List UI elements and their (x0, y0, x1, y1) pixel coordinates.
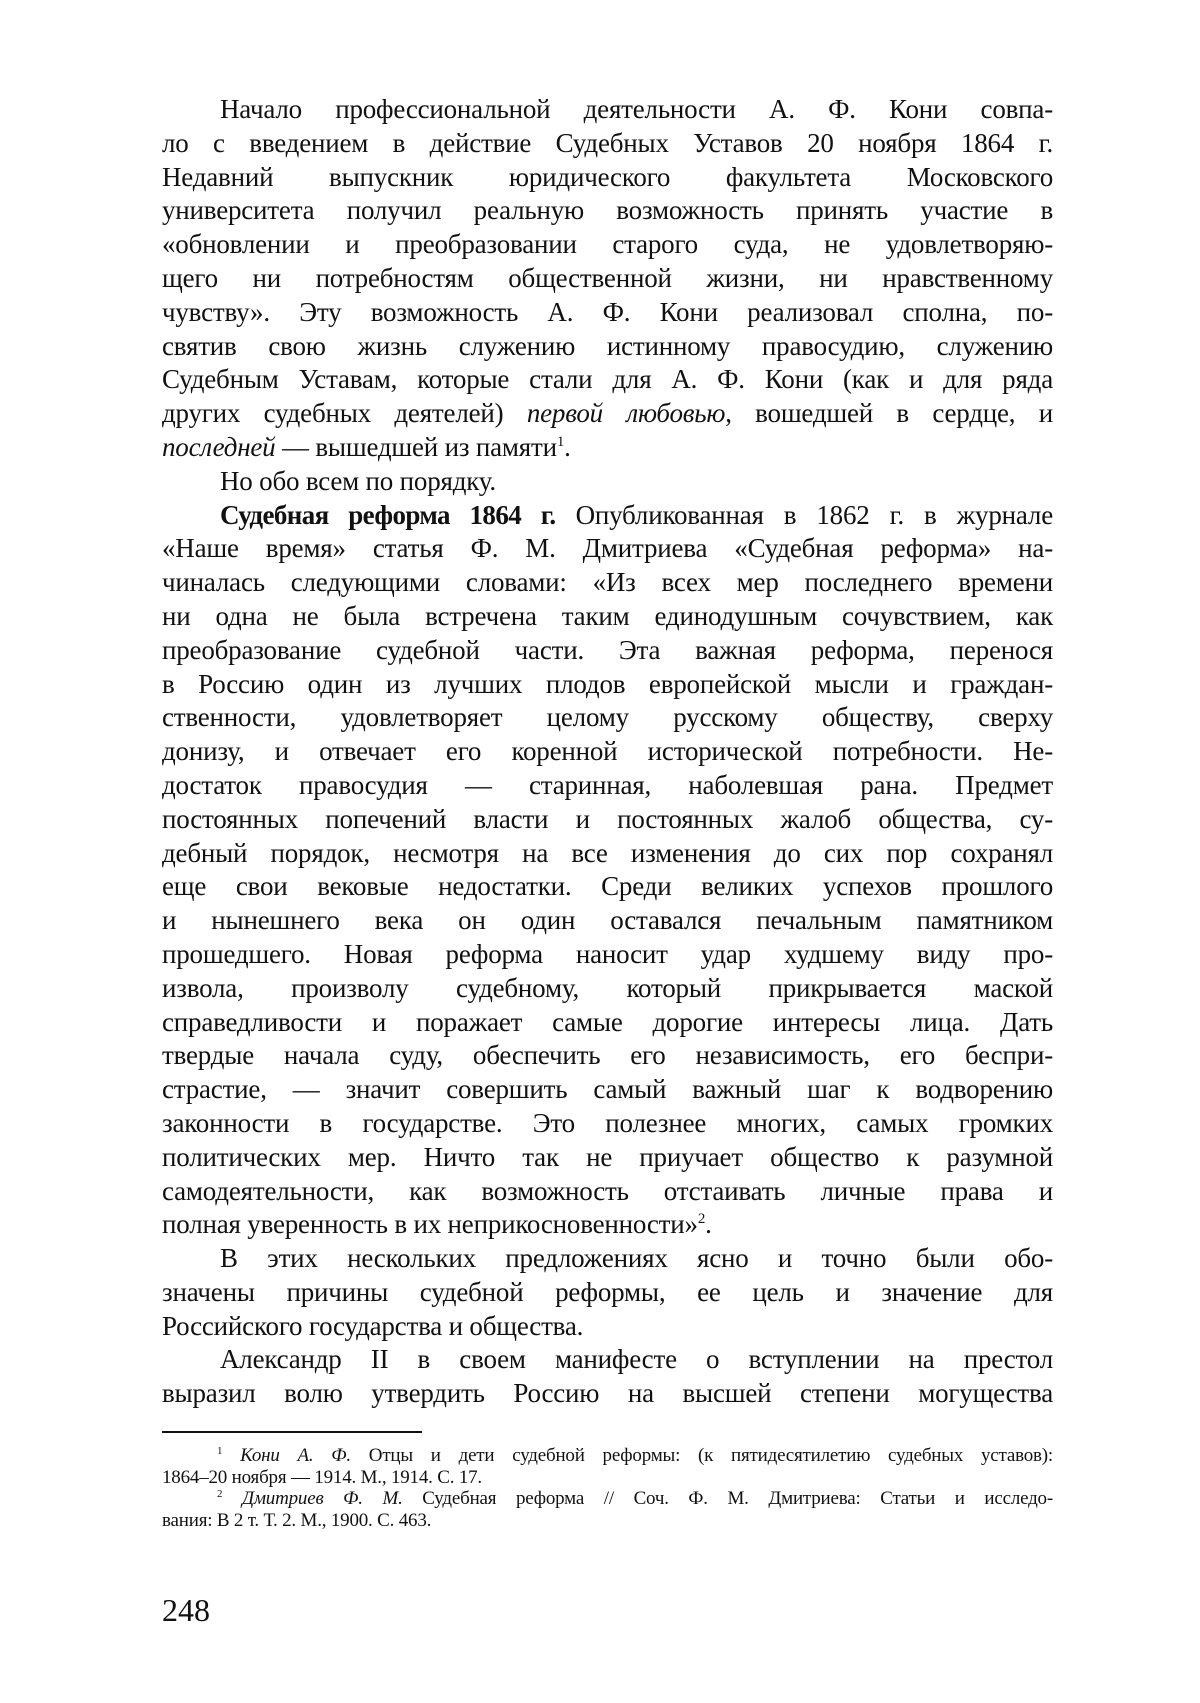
footnote-line (162, 1510, 1053, 1532)
text-line (162, 769, 1053, 803)
text-line (162, 532, 1053, 566)
text-line (162, 127, 1053, 161)
text-run: достаток правосудия — старинная, наболевшая рана. Предмет (162, 769, 1053, 800)
text-run: самодеятельности, как возможность отстаивать личные права и (162, 1175, 1053, 1206)
text-run: твердые начала суду, обеспечить его независимость, его беспри- (162, 1040, 1053, 1071)
text-run: Но обо всем по порядку. (220, 465, 496, 496)
text-run: страстие, — значит совершить самый важный шаг к водворению (162, 1074, 1053, 1105)
footnote-line (162, 1445, 1053, 1467)
footnote-ref: 1 (556, 433, 565, 450)
text-line (162, 397, 1053, 431)
text-run: Российского государства и общества. (162, 1310, 584, 1341)
text-line (162, 938, 1053, 972)
text-line (162, 1107, 1053, 1141)
text-run: ни одна не была встречена таким единодушным сочувствием, как (162, 600, 1053, 631)
text-line (162, 1242, 1053, 1276)
text-run: Александр II в своем манифесте о вступлении на престол (220, 1344, 1053, 1375)
text-line (162, 1073, 1053, 1107)
text-run: извола, произволу судебному, который прикрывается маской (162, 972, 1053, 1003)
text-run (222, 1488, 242, 1509)
text-run: — вышедшей из памяти (275, 431, 557, 462)
text-line (162, 465, 1053, 499)
text-run: , вошедшей в сердце, и (725, 398, 1053, 429)
text-line (162, 1208, 1053, 1242)
footnote-line (162, 1488, 1053, 1510)
text-run: вания: В 2 т. Т. 2. М., 1900. С. 463. (162, 1509, 432, 1531)
text-run: Кони А. Ф. (240, 1445, 351, 1466)
text-run: чиналась следующими словами: «Из всех мер последнего времени (162, 567, 1053, 598)
text-run: донизу, и отвечает его коренной исторической потребности. Не- (162, 736, 1053, 767)
text-line (162, 1175, 1053, 1209)
text-line (162, 1377, 1053, 1411)
footnotes (162, 1445, 1053, 1531)
text-run: преобразование судебной части. Эта важная реформа, перенося (162, 634, 1053, 665)
text-run: полная уверенность в их неприкосновенности» (162, 1209, 698, 1240)
text-run: постоянных попечений власти и постоянных жалоб общества, су- (162, 803, 1053, 834)
text-run: в Россию один из лучших плодов европейской мысли и граждан- (162, 668, 1053, 699)
text-run: Начало профессиональной деятельности А. Ф. Кони совпа- (220, 94, 1053, 124)
text-line (162, 1141, 1053, 1175)
text-line (162, 972, 1053, 1006)
text-run: Отцы и дети судебной реформы: (к пятидесятилетию судебных уставов): (350, 1445, 1053, 1466)
text-run: других судебных деятелей) (162, 398, 527, 429)
body-text (162, 93, 1053, 1411)
text-line (162, 262, 1053, 296)
text-run: и нынешнего века он один оставался печальным памятником (162, 905, 1053, 936)
text-run: Судебным Уставам, которые стали для А. Ф. Кони (как и для ряда (162, 364, 1053, 395)
text-run: В этих нескольких предложениях ясно и точно были обо- (220, 1243, 1053, 1274)
text-run: 1864–20 ноября — 1914. М., 1914. С. 17. (162, 1466, 482, 1488)
section-heading: Судебная реформа 1864 г. (220, 499, 556, 530)
text-line (162, 837, 1053, 871)
text-run: святив свою жизнь служению истинному правосудию, служению (162, 330, 1053, 361)
text-line (162, 499, 1053, 533)
text-line (162, 363, 1053, 397)
text-run: последней (162, 431, 276, 462)
text-run: прошедшего. Новая реформа наносит удар худшему виду про- (162, 938, 1053, 969)
footnote-ref: 2 (697, 1211, 706, 1228)
text-line (162, 93, 1053, 127)
text-line (162, 161, 1053, 195)
text-run: справедливости и поражает самые дорогие интересы лица. Дать (162, 1006, 1053, 1037)
text-run: Судебная реформа // Соч. Ф. М. Дмитриева: Статьи и исследо- (402, 1488, 1053, 1509)
text-line (162, 668, 1053, 702)
text-line (162, 566, 1053, 600)
text-line (162, 431, 1053, 465)
text-line (162, 600, 1053, 634)
footnote-divider (162, 1431, 422, 1433)
text-run: выразил волю утвердить Россию на высшей степени могущества (162, 1378, 1053, 1409)
text-run: первой любовью (526, 398, 726, 429)
text-run: ственности, удовлетворяет целому русскому обществу, сверху (162, 702, 1053, 733)
text-line (162, 228, 1053, 262)
text-line (162, 296, 1053, 330)
text-line (162, 803, 1053, 837)
text-line (162, 1310, 1053, 1344)
text-line (162, 1276, 1053, 1310)
text-run: щего ни потребностям общественной жизни, ни нравственному (162, 262, 1053, 293)
text-run: еще свои вековые недостатки. Среди великих успехов прошлого (162, 871, 1053, 902)
text-run: . (705, 1209, 712, 1240)
text-line (162, 870, 1053, 904)
text-run: дебный порядок, несмотря на все изменения до сих пор сохранял (162, 837, 1053, 868)
text-line (162, 735, 1053, 769)
text-run: ло с введением в действие Судебных Уставов 20 ноября 1864 г. (162, 127, 1053, 158)
text-line (162, 701, 1053, 735)
text-line (162, 634, 1053, 668)
text-run (222, 1445, 240, 1466)
text-line (162, 904, 1053, 938)
text-line (162, 194, 1053, 228)
text-line (162, 1006, 1053, 1040)
text-run: чувству». Эту возможность А. Ф. Кони реализовал сполна, по- (162, 296, 1053, 327)
text-run: университета получил реальную возможность принять участие в (162, 195, 1053, 226)
text-line (162, 1343, 1053, 1377)
footnote-line (162, 1467, 1053, 1489)
page-number: 248 (162, 1592, 210, 1628)
text-line (162, 1039, 1053, 1073)
text-run: Опубликованная в 1862 г. в журнале (555, 499, 1053, 530)
text-run: «Наше время» статья Ф. М. Дмитриева «Судебная реформа» на- (162, 533, 1053, 564)
text-run: Дмитриев Ф. М. (241, 1488, 403, 1509)
footnote-ref: 2 (217, 1488, 223, 1500)
text-line (162, 330, 1053, 364)
text-run: значены причины судебной реформы, ее цель и значение для (162, 1276, 1053, 1307)
footnote-ref: 1 (217, 1445, 223, 1457)
text-run: «обновлении и преобразовании старого суда, не удовлетворяю- (162, 229, 1053, 260)
text-run: законности в государстве. Это полезнее многих, самых громких (162, 1107, 1053, 1138)
text-run: политических мер. Ничто так не приучает общество к разумной (162, 1141, 1053, 1172)
text-run: . (564, 431, 571, 462)
text-run: Недавний выпускник юридического факультета Московского (162, 161, 1053, 192)
